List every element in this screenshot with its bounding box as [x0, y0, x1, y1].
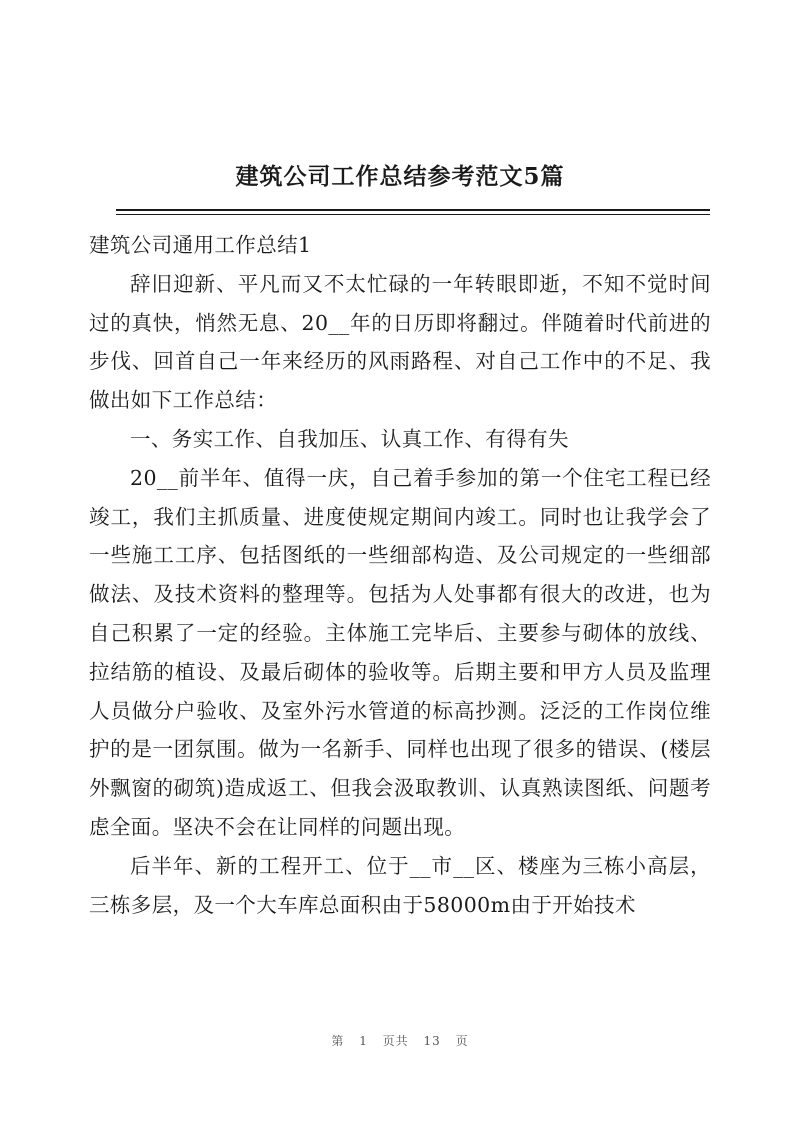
total-pages: 13	[423, 1034, 441, 1048]
current-page-number: 1	[359, 1034, 368, 1048]
title-divider-thick	[116, 209, 710, 211]
subsection-heading: 一、务实工作、自我加压、认真工作、有得有失	[130, 426, 569, 451]
document-body	[89, 226, 711, 924]
paragraph: 辞旧迎新、平凡而又不太忙碌的一年转眼即逝，不知不觉时间过的真快，悄然无息、20__年的日历即将翻过。伴随着时代前进的步伐、回首自己一年来经历的风雨路程、对自己工作中的不足、我做出如下工作总结：	[89, 271, 711, 413]
paragraph: 后半年、新的工程开工、位于__市__区、楼座为三栋小高层，三栋多层，及一个大车库总面积由于58000m由于开始技术	[89, 853, 711, 917]
footer-middle: 页共	[382, 1034, 409, 1048]
document-title: 建筑公司工作总结参考范文5篇	[235, 163, 565, 190]
title-divider-thin	[116, 214, 710, 215]
footer-suffix: 页	[455, 1034, 469, 1048]
section-heading: 建筑公司通用工作总结1	[89, 233, 312, 257]
page-footer	[0, 1032, 800, 1049]
footer-prefix: 第	[331, 1034, 345, 1048]
paragraph: 20__前半年、值得一庆，自己着手参加的第一个住宅工程已经竣工，我们主抓质量、进度使规定期间内竣工。同时也让我学会了一些施工工序、包括图纸的一些细部构造、及公司规定的一些细部做法、及技术资料的整理等。包括为人处事都有很大的改进，也为自己积累了一定的经验。主体施工完毕后、主要参与砌体的放线、拉结筋的植设、及最后砌体的验收等。后期主要和甲方人员及监理人员做分户验收、及室外污水管道的标高抄测。泛泛的工作岗位维护的是一团氛围。做为一名新手、同样也出现了很多的错误、(楼层外飘窗的砌筑)造成返工、但我会汲取教训、认真熟读图纸、问题考虑全面。坚决不会在让同样的问题出现。	[89, 465, 711, 839]
